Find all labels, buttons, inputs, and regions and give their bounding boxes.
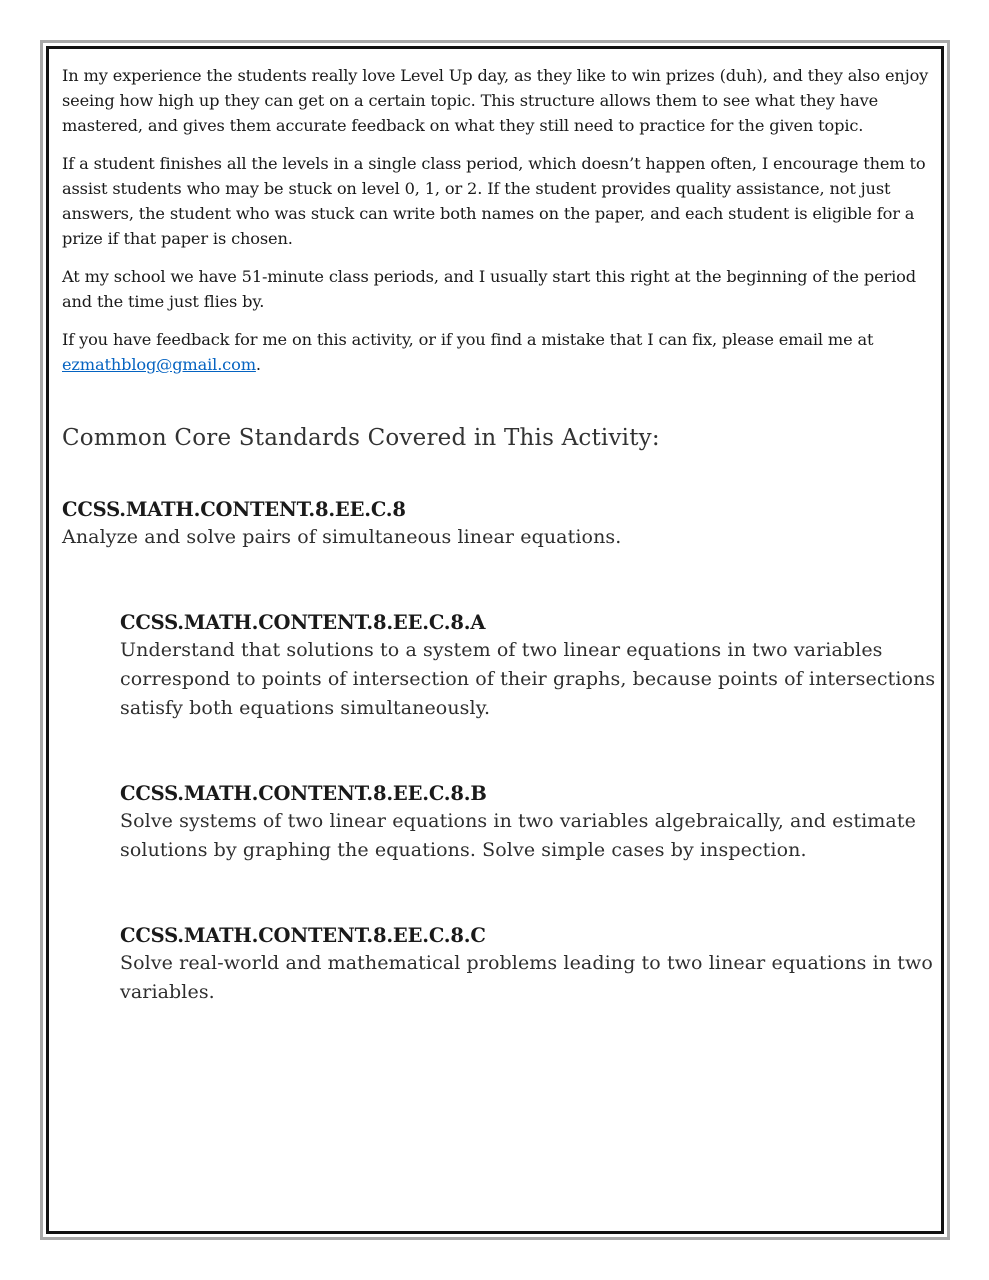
- standard-sub-b: [120, 781, 936, 865]
- feedback-text-end: .: [255, 355, 261, 374]
- feedback-text: If you have feedback for me on this activity, or if you find a mistake that I can fix, please email me at: [62, 330, 874, 349]
- page-content: [46, 46, 944, 1234]
- standard-code: CCSS.MATH.CONTENT.8.EE.C.8: [62, 498, 406, 521]
- standard-code: CCSS.MATH.CONTENT.8.EE.C.8.C: [120, 924, 486, 947]
- standard-description: Solve real-world and mathematical problems leading to two linear equations in two variables.: [120, 952, 933, 1003]
- email-link[interactable]: ezmathblog@gmail.com: [62, 355, 256, 374]
- intro-paragraph-1: In my experience the students really love Level Up day, as they like to win prizes (duh), and they also enjoy seeing how high up they can get on a certain topic. This structure allows them to see what they have mastered, and gives them accurate feedback on what they still need to practice for the given topic.: [62, 66, 929, 135]
- standard-code: CCSS.MATH.CONTENT.8.EE.C.8.A: [120, 611, 486, 634]
- standard-sub-a: [120, 610, 936, 723]
- standard-description: Analyze and solve pairs of simultaneous linear equations.: [62, 526, 622, 548]
- intro-paragraph-2: If a student finishes all the levels in a single class period, which doesn’t happen often, I encourage them to assist students who may be stuck on level 0, 1, or 2. If the student provides quality assistance, not just answers, the student who was stuck can write both names on the paper, and each student is eligible for a prize if that paper is chosen.: [62, 154, 926, 248]
- intro-paragraph-3: At my school we have 51-minute class periods, and I usually start this right at the beginning of the period and the time just flies by.: [62, 267, 916, 311]
- standard-description: Solve systems of two linear equations in two variables algebraically, and estimate solutions by graphing the equations. Solve simple cases by inspection.: [120, 810, 916, 861]
- page-frame: [40, 40, 950, 1240]
- standard-main: [62, 497, 941, 552]
- intro-paragraph-4: [62, 327, 930, 377]
- standard-sub-c: [120, 923, 936, 1007]
- standard-code: CCSS.MATH.CONTENT.8.EE.C.8.B: [120, 782, 487, 805]
- standard-description: Understand that solutions to a system of two linear equations in two variables correspond to points of intersection of their graphs, because points of intersections satisfy both equations simultaneously.: [120, 639, 936, 719]
- standards-heading: Common Core Standards Covered in This Activity:: [62, 425, 660, 451]
